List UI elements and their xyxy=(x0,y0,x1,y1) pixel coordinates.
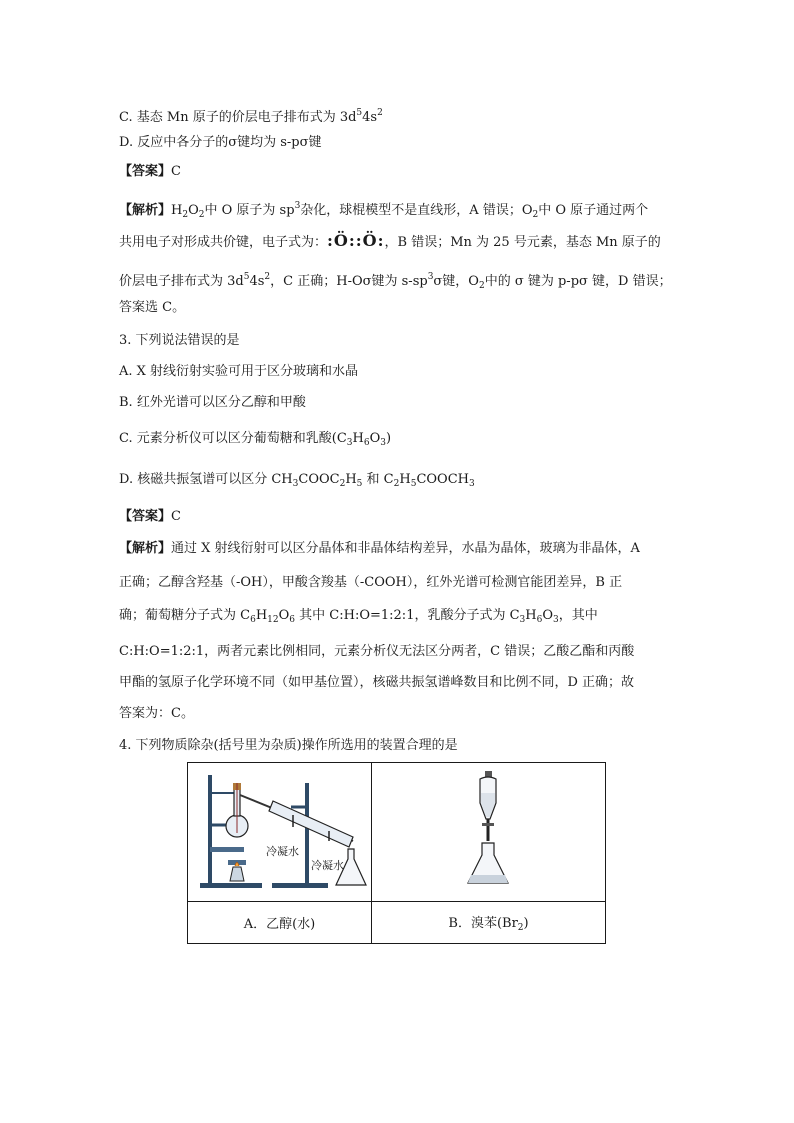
q3-analysis-line-6: 答案为：C。 xyxy=(119,706,194,721)
condenser-water-label-1: 冷凝水 xyxy=(266,846,299,858)
q3-option-a: A. X 射线衍射实验可用于区分玻璃和水晶 xyxy=(119,364,359,379)
caption-b-cell xyxy=(372,902,606,944)
q2-option-c: C. 基态 Mn 原子的价层电子排布式为 $3d^54s^2$ xyxy=(119,108,383,125)
caption-a: A．乙醇(水) xyxy=(243,917,316,932)
condenser xyxy=(269,801,353,847)
separatory-funnel-figure xyxy=(372,763,605,897)
q4-stem: 4. 下列物质除杂(括号里为杂质)操作所选用的装置合理的是 xyxy=(119,738,458,753)
q2-answer: 【答案】C xyxy=(119,164,181,179)
stand-rod-left xyxy=(208,775,212,883)
q2-option-d: D. 反应中各分子的σ键均为 s-pσ键 xyxy=(119,135,322,150)
stand-base-left xyxy=(200,883,262,888)
q3-analysis-line-3: 确；葡萄糖分子式为 $C_6H_{12}O_6$ 其中 C:H:O=1:2:1，乳酸分子式为 $C_3H_6O_3$，其中 xyxy=(119,608,598,625)
stand-rod-right xyxy=(305,783,309,883)
q3-answer: 【答案】C xyxy=(119,509,181,524)
figure-a-cell xyxy=(188,763,372,902)
q3-option-b: B. 红外光谱可以区分乙醇和甲酸 xyxy=(119,395,306,410)
q3-option-d: D. 核磁共振氢谱可以区分 $CH_3COOC_2H_5$ 和 $C_2H_5COOCH_3$ xyxy=(119,472,475,489)
q3-analysis-line-2: 正确；乙醇含羟基（-OH），甲酸含羧基（-COOH），红外光谱可检测官能团差异，B 正 xyxy=(119,575,623,590)
condenser-water-label-2: 冷凝水 xyxy=(311,860,344,872)
q2-analysis-line-3: 价层电子排布式为 $3d^54s^2$，C 正确；H-Oσ键为 $s-sp^3\sigma$键，$O_2$中的 σ 键为 p-pσ 键，D 错误； xyxy=(119,272,672,291)
figure-b-cell xyxy=(372,763,606,902)
caption-b: B．溴苯$(Br_2)$ xyxy=(448,916,529,933)
options-table xyxy=(187,762,606,944)
q3-analysis-line-5: 甲酯的氢原子化学环境不同（如甲基位置），核磁共振氢谱峰数目和比例不同，D 正确；故 xyxy=(119,675,635,690)
q3-analysis-line-1: 【解析】通过 X 射线衍射可以区分晶体和非晶体结构差异，水晶为晶体，玻璃为非晶体，A xyxy=(119,541,640,556)
stand-base-right xyxy=(272,883,328,888)
q3-option-c: C. 元素分析仪可以区分葡萄糖和乳酸$(C_3H_6O_3)$ xyxy=(119,431,392,448)
distillation-apparatus-figure xyxy=(188,763,371,897)
electron-formula: :Ö::Ö: xyxy=(327,231,385,250)
q2-analysis-line-2: 共用电子对形成共价键，电子式为：:Ö::Ö:，B 错误；Mn 为 25 号元素，基态 Mn 原子的 xyxy=(119,231,661,250)
q2-analysis-line-1: 【解析】$H_2O_2$中 O 原子为 $sp^3$杂化，球棍模型不是直线形，A 错误；$O_2$中 O 原子通过两个 xyxy=(119,201,649,220)
stopcock xyxy=(482,823,494,826)
caption-a-cell xyxy=(188,902,372,944)
alcohol-lamp xyxy=(230,867,244,881)
q3-analysis-line-4: C:H:O=1:2:1，两者元素比例相同，元素分析仪无法区分两者，C 错误；乙酸乙酯和丙酸 xyxy=(119,644,635,659)
q2-analysis-line-4: 答案选 C。 xyxy=(119,300,186,315)
q3-stem: 3. 下列说法错误的是 xyxy=(119,333,240,348)
